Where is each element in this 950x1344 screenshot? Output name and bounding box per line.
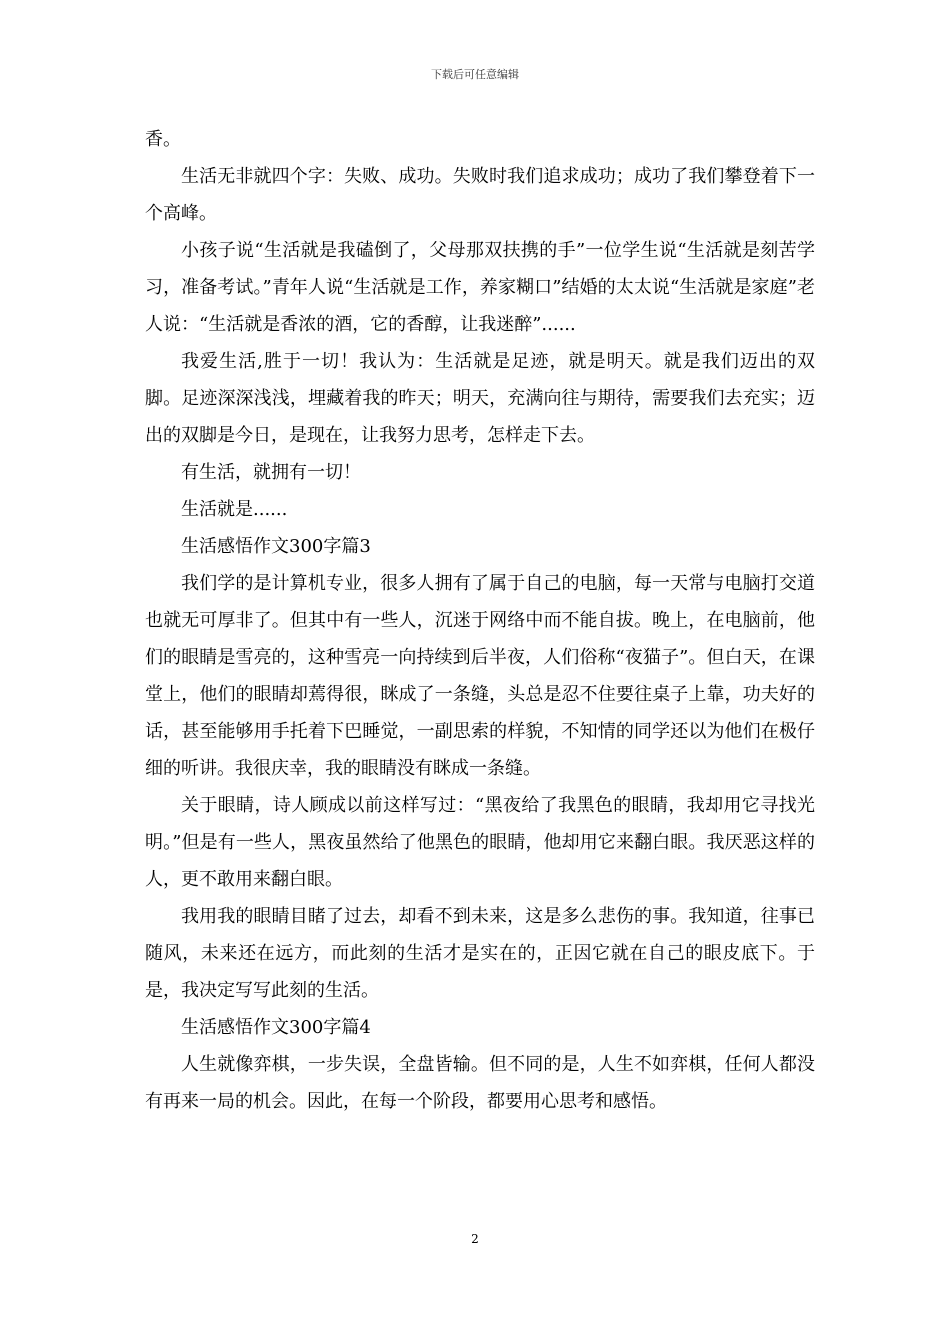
paragraph: 生活就是...... <box>181 499 288 520</box>
paragraph: 我用我的眼睛目睹了过去，却看不到未来，这是多么悲伤的事。我知道，往事已随风，未来还在远方，而此刻的生活才是实在的，正因它就在自己的眼皮底下。于是，我决定写写此刻的生活。 <box>145 906 815 1001</box>
section-heading: 生活感悟作文300字篇3 <box>181 536 371 557</box>
page-number: 2 <box>471 1232 479 1246</box>
paragraph: 关于眼睛，诗人顾成以前这样写过：“黑夜给了我黑色的眼睛，我却用它寻找光明。”但是有一些人，黑夜虽然给了他黑色的眼睛，他却用它来翻白眼。我厌恶这样的人，更不敢用来翻白眼。 <box>145 795 815 890</box>
paragraph: 生活无非就四个字：失败、成功。失败时我们追求成功；成功了我们攀登着下一个高峰。 <box>145 166 815 224</box>
paragraph: 香。 <box>145 129 181 150</box>
paragraph: 我们学的是计算机专业，很多人拥有了属于自己的电脑，每一天常与电脑打交道也就无可厚非了。但其中有一些人，沉迷于网络中而不能自拔。晚上，在电脑前，他们的眼睛是雪亮的，这种雪亮一向持续到后半夜，人们俗称“夜猫子”。但白天，在课堂上，他们的眼睛却蔫得很，眯成了一条缝，头总是忍不住要往桌子上靠，功夫好的话，甚至能够用手托着下巴睡觉，一副思索的样貌，不知情的同学还以为他们在极仔细的听讲。我很庆幸，我的眼睛没有眯成一条缝。 <box>145 573 815 779</box>
paragraph: 小孩子说“生活就是我磕倒了，父母那双扶携的手”一位学生说“生活就是刻苦学习，准备考试。”青年人说“生活就是工作，养家糊口”结婚的太太说“生活就是家庭”老人说：“生活就是香浓的酒，它的香醇，让我迷醉”...... <box>145 240 815 335</box>
paragraph: 我爱生活,胜于一切！我认为：生活就是足迹，就是明天。就是我们迈出的双脚。足迹深深浅浅，埋藏着我的昨天；明天，充满向往与期待，需要我们去充实；迈出的双脚是今日，是现在，让我努力思考，怎样走下去。 <box>145 351 815 446</box>
page-header: 下载后可任意编辑 <box>431 68 519 81</box>
paragraph: 有生活，就拥有一切！ <box>181 462 361 483</box>
document-body <box>145 121 815 1120</box>
paragraph: 人生就像弈棋，一步失误，全盘皆输。但不同的是，人生不如弈棋，任何人都没有再来一局的机会。因此，在每一个阶段，都要用心思考和感悟。 <box>145 1054 815 1112</box>
section-heading: 生活感悟作文300字篇4 <box>181 1017 371 1038</box>
